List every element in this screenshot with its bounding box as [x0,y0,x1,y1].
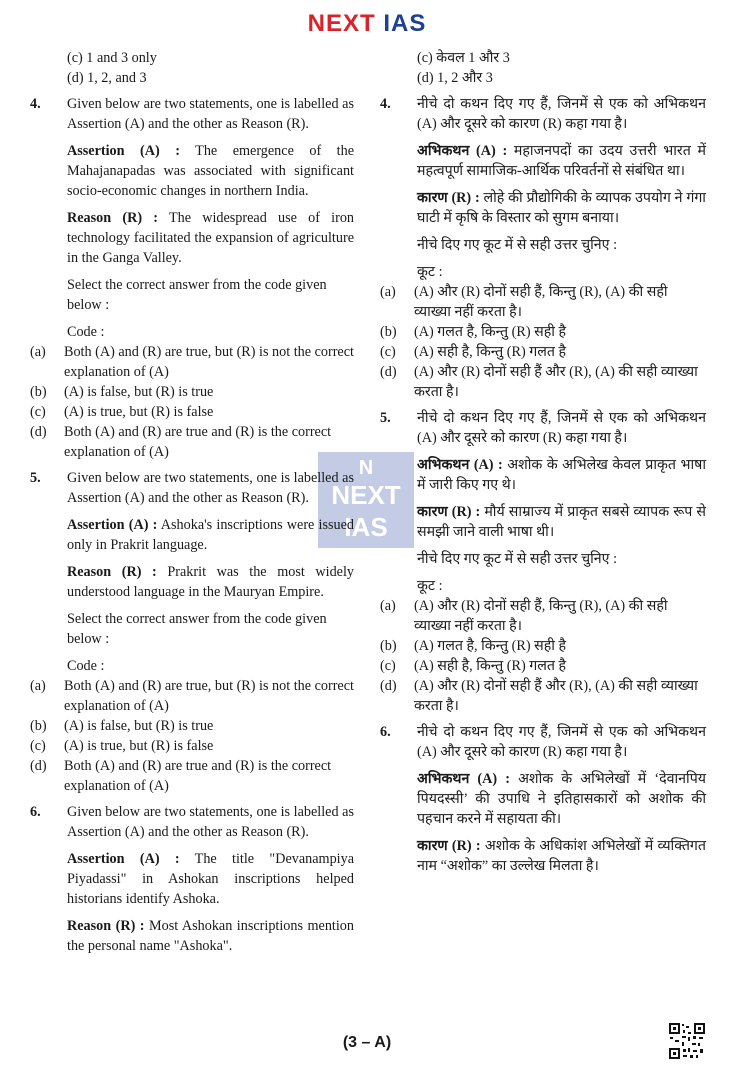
assertion [417,769,706,829]
question-number: 6. [380,724,391,740]
question-number: 4. [30,96,41,112]
english-column [30,48,354,956]
option-label: (a) [380,598,396,614]
option-text: Both (A) and (R) are true, but (R) is not the correct explanation of (A) [64,678,354,714]
select-instruction: Select the correct answer from the code given below : [67,611,327,647]
reason-text: मौर्य साम्राज्य में प्राकृत सबसे व्यापक रूप से समझी जाने वाली भाषा थी। [417,504,706,540]
watermark-line1: N [358,457,374,479]
code-label: कूट : [417,578,443,594]
reason-text: लोहे की प्रौद्योगिकी के व्यापक उपयोग ने गंगा घाटी में कृषि के विस्तार को सुगम बनाया। [417,190,706,226]
question-intro: नीचे दो कथन दिए गए हैं, जिनमें से एक को अभिकथन (A) और दूसरे को कारण (R) कहा गया है। [417,724,706,760]
option-b [30,716,354,736]
option-text: 1 and 3 only [86,50,157,66]
option-label: (a) [380,284,396,300]
option-label: (c) [67,50,83,66]
option-label: (b) [30,384,47,400]
option-text: Both (A) and (R) are true and (R) is the correct explanation of (A) [64,424,332,460]
question-number: 4. [380,96,391,112]
question-5 [30,468,354,676]
reason-text: Prakrit was the most widely understood language in the Mauryan Empire. [67,564,355,600]
option-text: (A) सही है, किन्तु (R) गलत है [414,658,567,674]
question-4 [30,94,354,342]
option-row [67,68,354,88]
assertion-label: अभिकथन (A) : [417,457,503,473]
option-text: (A) सही है, किन्तु (R) गलत है [414,344,567,360]
option-text: Both (A) and (R) are true, but (R) is not the correct explanation of (A) [64,344,354,380]
option-a [30,676,354,716]
option-label: (d) [417,70,434,86]
reason-label: कारण (R) : [417,504,481,520]
question-intro: Given below are two statements, one is labelled as Assertion (A) and the other as Reason (R). [67,470,354,506]
option-text: (A) is true, but (R) is false [64,738,214,754]
reason [67,208,354,268]
reason [417,188,706,228]
option-row [67,48,354,68]
option-label: (a) [30,344,46,360]
options-list [380,596,706,716]
option-label: (d) [380,678,397,694]
reason-text: Most Ashokan inscriptions mention the personal name "Ashoka". [67,918,354,954]
option-row [417,48,706,68]
option-c [380,342,706,362]
option-text: (A) और (R) दोनों सही हैं, किन्तु (R), (A) की सही व्याख्या नहीं करता है। [414,598,668,634]
assertion [417,455,706,495]
assertion-text: महाजनपदों का उदय उत्तरी भारत में महत्वपूर्ण सामाजिक-आर्थिक परिवर्तनों से संबंधित था। [417,143,707,179]
option-label: (c) [30,738,46,754]
options-list [380,282,706,402]
option-row [417,68,706,88]
question-number: 5. [380,410,391,426]
reason-label: कारण (R) : [417,838,481,854]
reason-label: Reason (R) : [67,210,158,226]
option-text: 1, 2, and 3 [87,70,147,86]
question-intro: Given below are two statements, one is labelled as Assertion (A) and the other as Reason (R). [67,96,354,132]
option-b [380,636,706,656]
option-a [30,342,354,382]
option-text: (A) is false, but (R) is true [64,718,214,734]
option-a [380,282,706,322]
option-text: (A) और (R) दोनों सही हैं, किन्तु (R), (A) की सही व्याख्या नहीं करता है। [414,284,668,320]
select-instruction: Select the correct answer from the code given below : [67,277,327,313]
question-number: 5. [30,470,41,486]
question-intro: नीचे दो कथन दिए गए हैं, जिनमें से एक को अभिकथन (A) और दूसरे को कारण (R) कहा गया है। [417,410,706,446]
assertion-text: The title "Devanampiya Piyadassi" in Ashokan inscriptions helped historians identify Ashoka. [67,851,354,907]
option-text: (A) गलत है, किन्तु (R) सही है [414,638,567,654]
qr-code-icon [668,1022,706,1060]
assertion-label: अभिकथन (A) : [417,771,510,787]
option-text: (A) is true, but (R) is false [64,404,214,420]
option-label: (c) [30,404,46,420]
assertion-label: Assertion (A) : [67,851,180,867]
assertion-label: अभिकथन (A) : [417,143,508,159]
reason [67,916,354,956]
option-label: (b) [380,324,397,340]
reason-text: अशोक के अधिकांश अभिलेखों में व्यक्तिगत नाम “अशोक” का उल्लेख मिलता है। [417,838,706,874]
option-b [30,382,354,402]
prev-options [380,48,706,88]
option-label: (d) [30,424,47,440]
reason [67,562,354,602]
question-intro: Given below are two statements, one is labelled as Assertion (A) and the other as Reason (R). [67,804,354,840]
options-list [30,342,354,462]
assertion [67,141,354,201]
assertion-text: अशोक के अभिलेख केवल प्राकृत भाषा में जारी किए गए थे। [417,457,707,493]
option-d [30,756,354,796]
assertion-text: The emergence of the Mahajanapadas was associated with significant socio-economic changes in northern India. [67,143,354,199]
reason-label: Reason (R) : [67,918,145,934]
option-a [380,596,706,636]
option-label: (d) [380,364,397,380]
assertion [67,849,354,909]
assertion-label: Assertion (A) : [67,517,158,533]
assertion-text: Ashoka's inscriptions were issued only in Prakrit language. [67,517,355,553]
option-d [380,362,706,402]
option-label: (b) [380,638,397,654]
option-label: (c) [380,658,396,674]
code-label: कूट : [417,264,443,280]
question-6 [30,802,354,956]
watermark-line2: NEXT [331,480,401,510]
option-c [30,736,354,756]
code-label: Code : [67,658,105,674]
option-d [380,676,706,716]
reason-label: Reason (R) : [67,564,157,580]
brand-logo [0,10,734,38]
option-text: (A) गलत है, किन्तु (R) सही है [414,324,567,340]
reason-text: The widespread use of iron technology facilitated the expansion of agriculture in the Ganga Valley. [67,210,355,266]
select-instruction: नीचे दिए गए कूट में से सही उत्तर चुनिए : [417,551,618,567]
option-c [30,402,354,422]
option-text: (A) और (R) दोनों सही हैं और (R), (A) की सही व्याख्या करता है। [414,364,698,400]
option-label: (d) [67,70,84,86]
option-label: (b) [30,718,47,734]
option-label: (c) [380,344,396,360]
option-text: Both (A) and (R) are true and (R) is the correct explanation of (A) [64,758,332,794]
page-number: (3 – A) [342,1034,392,1051]
select-instruction: नीचे दिए गए कूट में से सही उत्तर चुनिए : [417,237,618,253]
option-label: (d) [30,758,47,774]
question-4-hindi [380,94,706,282]
hindi-column [380,48,706,876]
option-d [30,422,354,462]
question-intro: नीचे दो कथन दिए गए हैं, जिनमें से एक को अभिकथन (A) और दूसरे को कारण (R) कहा गया है। [417,96,706,132]
question-6-hindi [380,722,706,876]
reason-label: कारण (R) : [417,190,480,206]
watermark-line3: IAS [344,512,388,542]
question-5-hindi [380,408,706,596]
reason [417,836,706,876]
option-text: 1, 2 और 3 [437,70,493,86]
option-text: (A) और (R) दोनों सही हैं और (R), (A) की सही व्याख्या करता है। [414,678,698,714]
assertion-text: अशोक के अभिलेखों में ‘देवानपिय पियदस्सी’ की उपाधि ने इतिहासकारों को अशोक की पहचान करने में सहायता की। [417,771,706,827]
reason [417,502,706,542]
option-label: (a) [30,678,46,694]
assertion [417,141,706,181]
prev-options [30,48,354,88]
logo-next: NEXT [307,10,376,37]
assertion-label: Assertion (A) : [67,143,180,159]
question-number: 6. [30,804,41,820]
assertion [67,515,354,555]
code-label: Code : [67,324,105,340]
option-b [380,322,706,342]
option-text: केवल 1 और 3 [436,50,510,66]
options-list [30,676,354,796]
option-text: (A) is false, but (R) is true [64,384,214,400]
option-c [380,656,706,676]
logo-ias: IAS [383,10,427,37]
option-label: (c) [417,50,433,66]
